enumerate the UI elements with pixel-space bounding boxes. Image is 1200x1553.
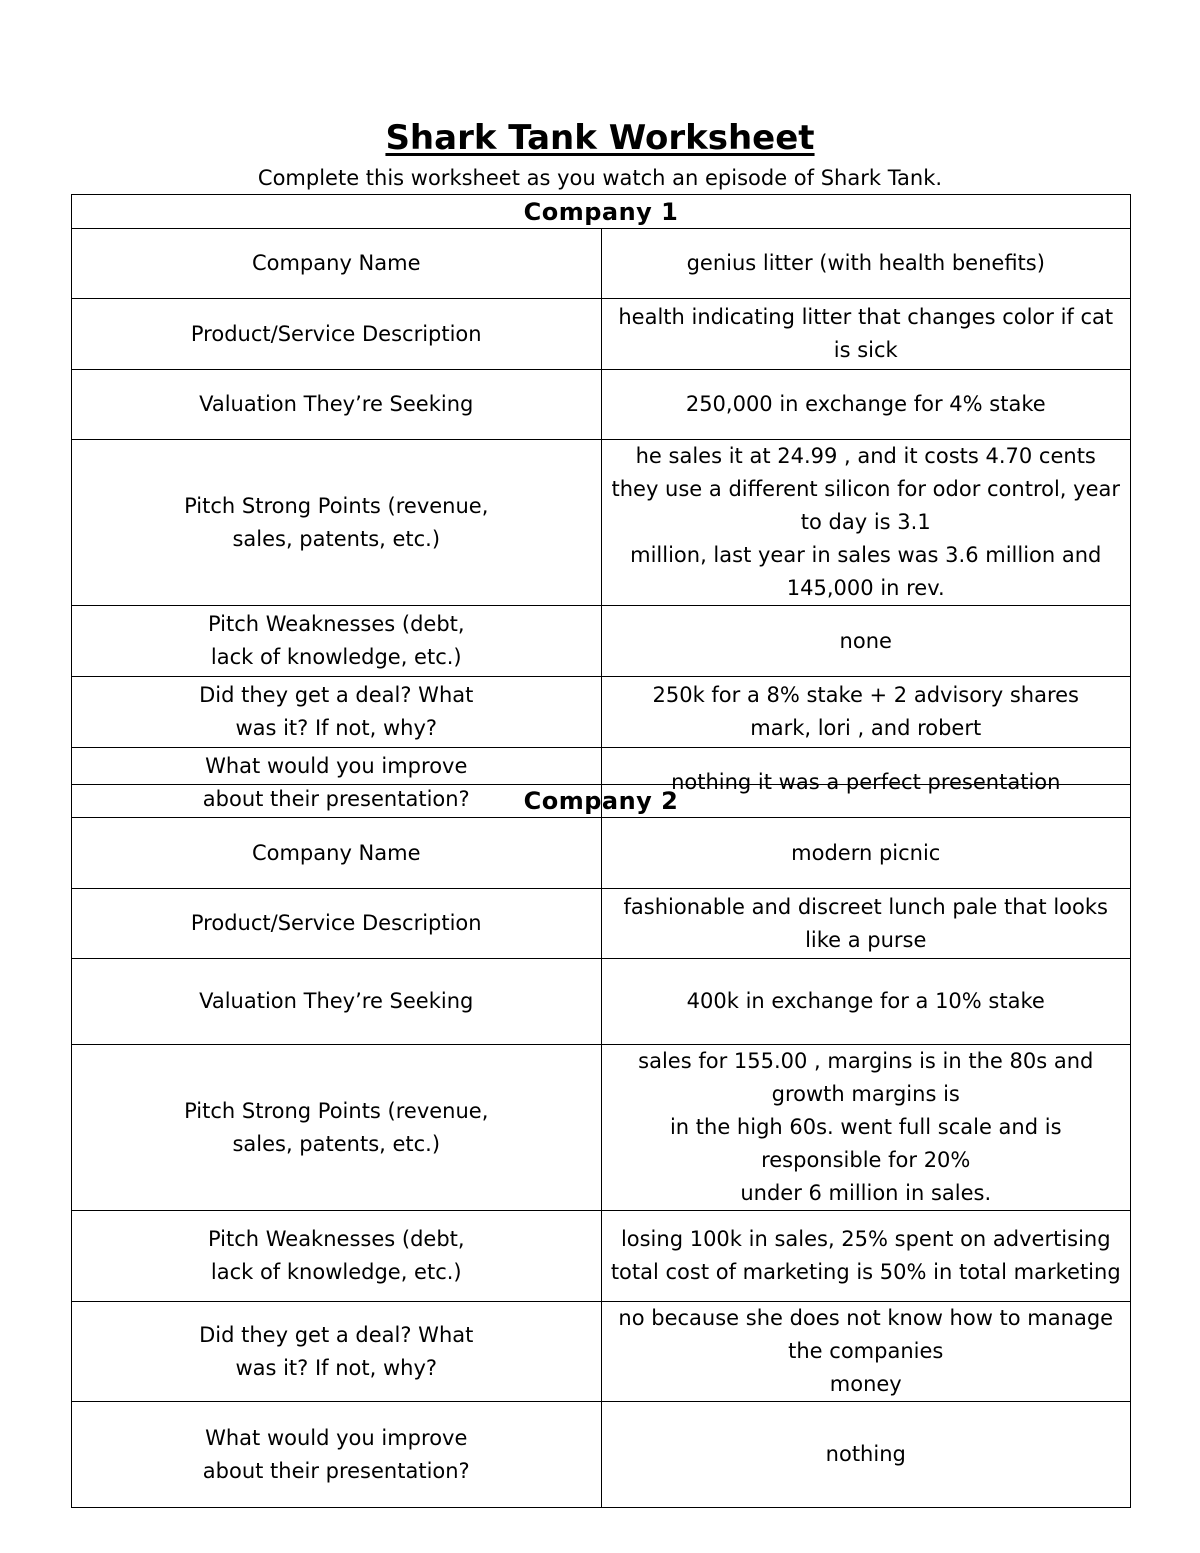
valuation-label: Valuation They’re Seeking bbox=[72, 370, 602, 440]
weaknesses-value bbox=[601, 606, 1131, 677]
value-line: in the high 60s. went full scale and is responsible for 20% bbox=[669, 1115, 1062, 1172]
label-line: Pitch Weaknesses (debt, bbox=[207, 1227, 465, 1251]
improve-value bbox=[601, 1402, 1131, 1508]
table-row bbox=[72, 299, 1131, 370]
page-subtitle: Complete this worksheet as you watch an episode of Shark Tank. bbox=[257, 166, 943, 190]
weaknesses-value bbox=[601, 1211, 1131, 1302]
value-line: total cost of marketing is 50% in total marketing bbox=[610, 1260, 1121, 1284]
value-line: none bbox=[839, 628, 892, 653]
value-line: no because she does not know how to manage the companies bbox=[618, 1306, 1114, 1363]
company-name-value: genius litter (with health benefits) bbox=[601, 229, 1131, 299]
table-row bbox=[72, 606, 1131, 677]
valuation-value: 400k in exchange for a 10% stake bbox=[601, 959, 1131, 1045]
label-line: Did they get a deal? What bbox=[199, 1322, 474, 1347]
deal-label bbox=[72, 677, 602, 748]
improve-label bbox=[72, 1402, 602, 1508]
label-line: lack of knowledge, etc.) bbox=[210, 1260, 462, 1284]
label-line: sales, patents, etc.) bbox=[232, 1131, 441, 1156]
label-line: Pitch Weaknesses (debt, bbox=[207, 612, 465, 636]
value-line: under 6 million in sales. bbox=[740, 1181, 992, 1205]
label-line: was it? If not, why? bbox=[235, 716, 438, 740]
label-line: lack of knowledge, etc.) bbox=[210, 645, 462, 669]
value-line: money bbox=[829, 1372, 902, 1396]
table-header-row bbox=[72, 785, 1131, 818]
label-line: What would you improve bbox=[205, 753, 468, 778]
strong-points-label bbox=[72, 440, 602, 606]
company-name-label: Company Name bbox=[72, 229, 602, 299]
table-row bbox=[72, 1211, 1131, 1302]
strong-points-value bbox=[601, 1045, 1131, 1211]
label-line: sales, patents, etc.) bbox=[232, 526, 441, 551]
value-line: losing 100k in sales, 25% spent on advertising bbox=[620, 1227, 1111, 1251]
company-name-label: Company Name bbox=[72, 818, 602, 889]
deal-label bbox=[72, 1302, 602, 1402]
value-line: he sales it at 24.99 , and it costs 4.70 cents bbox=[635, 444, 1096, 468]
value-line: million, last year in sales was 3.6 million and 145,000 in rev. bbox=[630, 543, 1102, 600]
table-row bbox=[72, 1045, 1131, 1211]
company-heading: Company 1 bbox=[72, 195, 1131, 229]
deal-value bbox=[601, 1302, 1131, 1402]
description-value: health indicating litter that changes color if cat is sick bbox=[601, 299, 1131, 370]
deal-value bbox=[601, 677, 1131, 748]
description-label: Product/Service Description bbox=[72, 889, 602, 959]
company-1-table bbox=[71, 194, 1131, 818]
weaknesses-label bbox=[72, 1211, 602, 1302]
label-line: Pitch Strong Points (revenue, bbox=[184, 493, 489, 518]
value-line: 250k for a 8% stake + 2 advisory shares bbox=[652, 683, 1079, 707]
value-line: they use a different silicon for odor control, year to day is 3.1 bbox=[611, 477, 1121, 534]
table-row bbox=[72, 959, 1131, 1045]
table-row bbox=[72, 1402, 1131, 1508]
company-name-value: modern picnic bbox=[601, 818, 1131, 889]
label-line: about their presentation? bbox=[202, 1458, 470, 1483]
label-line: about their presentation? bbox=[202, 786, 470, 811]
strong-points-label bbox=[72, 1045, 602, 1211]
table-header-row bbox=[72, 195, 1131, 229]
table-row bbox=[72, 889, 1131, 959]
company-2-table bbox=[71, 784, 1131, 1508]
value-line: nothing it was a perfect presentation bbox=[671, 770, 1061, 794]
label-line: Did they get a deal? What bbox=[199, 683, 474, 707]
table-row bbox=[72, 818, 1131, 889]
table-row bbox=[72, 677, 1131, 748]
label-line: What would you improve bbox=[205, 1425, 468, 1450]
table-row bbox=[72, 370, 1131, 440]
weaknesses-label bbox=[72, 606, 602, 677]
value-line: sales for 155.00 , margins is in the 80s and growth margins is bbox=[638, 1049, 1094, 1106]
table-row bbox=[72, 440, 1131, 606]
description-value: fashionable and discreet lunch pale that looks like a purse bbox=[601, 889, 1131, 959]
valuation-value: 250,000 in exchange for 4% stake bbox=[601, 370, 1131, 440]
strong-points-value bbox=[601, 440, 1131, 606]
table-row bbox=[72, 1302, 1131, 1402]
value-line: mark, lori , and robert bbox=[750, 716, 982, 740]
company-heading: Company 2 bbox=[72, 785, 1131, 818]
value-line: nothing bbox=[825, 1442, 906, 1466]
label-line: was it? If not, why? bbox=[235, 1355, 438, 1380]
label-line: Pitch Strong Points (revenue, bbox=[184, 1098, 489, 1123]
table-row bbox=[72, 229, 1131, 299]
description-label: Product/Service Description bbox=[72, 299, 602, 370]
valuation-label: Valuation They’re Seeking bbox=[72, 959, 602, 1045]
page-title: Shark Tank Worksheet bbox=[385, 118, 815, 158]
